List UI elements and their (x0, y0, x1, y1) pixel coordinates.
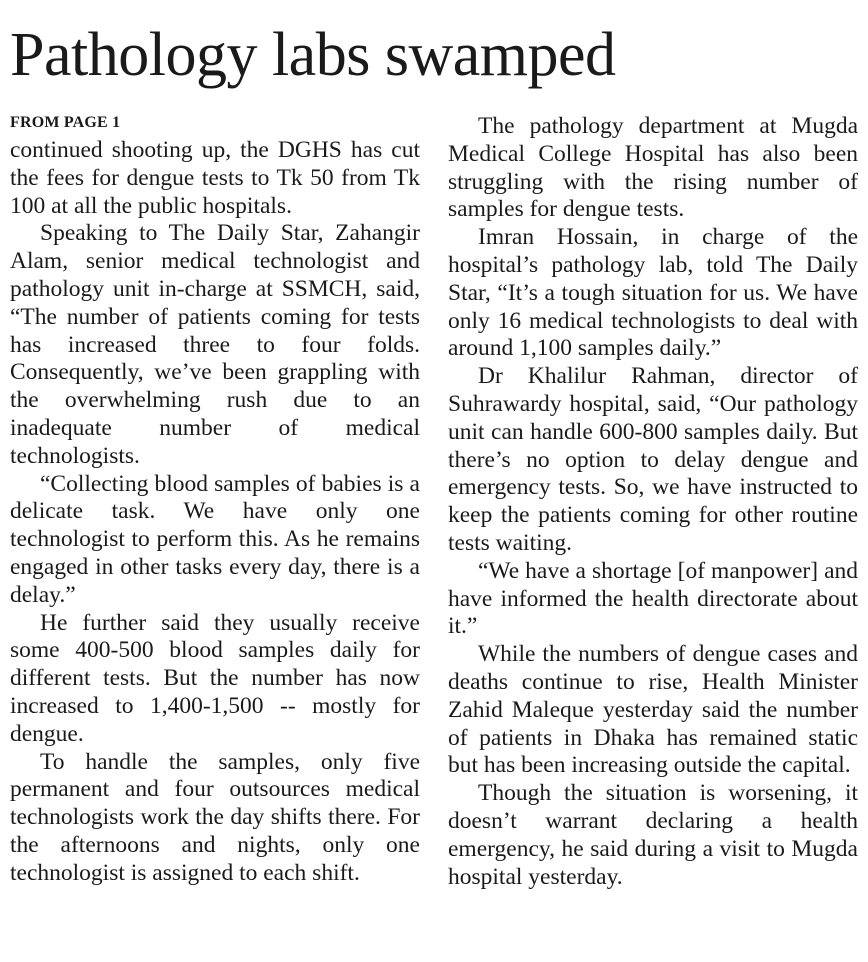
paragraph: Imran Hossain, in charge of the hospital’s pathology lab, told The Daily Star, “It’s a tough situation for us. We have only 16 medical technologists to deal with around 1,100 samples daily.” (448, 224, 858, 362)
headline: Pathology labs swamped (10, 21, 616, 89)
left-column (10, 113, 420, 888)
paragraph: The pathology department at Mugda Medical College Hospital has also been struggling with the rising number of samples for dengue tests. (448, 113, 858, 223)
kicker-from-page: FROM PAGE 1 (10, 114, 121, 131)
paragraph: Speaking to The Daily Star, Zahangir Alam, senior medical technologist and pathology unit in-charge at SSMCH, said, “The number of patients coming for tests has increased three to four folds. Consequently, we’ve been grappling with the overwhelming rush due to an inadequate number of medical technologists. (10, 220, 420, 469)
paragraph: While the numbers of dengue cases and deaths continue to rise, Health Minister Zahid Maleque yesterday said the number of patients in Dhaka has remained static but has been increasing outside the capital. (448, 641, 858, 779)
paragraph: Though the situation is worsening, it doesn’t warrant declaring a health emergency, he said during a visit to Mugda hospital yesterday. (448, 780, 858, 890)
paragraph: “Collecting blood samples of babies is a delicate task. We have only one technologist to perform this. As he remains engaged in other tasks every day, there is a delay.” (10, 470, 420, 608)
paragraph: “We have a shortage [of manpower] and have informed the health directorate about it.” (448, 557, 858, 640)
paragraph: Dr Khalilur Rahman, director of Suhrawardy hospital, said, “Our pathology unit can handle 600-800 samples daily. But there’s no option to delay dengue and emergency tests. So, we have instructed to keep the patients coming for other routine tests waiting. (448, 363, 858, 556)
paragraph: To handle the samples, only five permanent and four outsources medical technologists work the day shifts there. For the afternoons and nights, only one technologist is assigned to each shift. (10, 748, 420, 886)
paragraph: continued shooting up, the DGHS has cut the fees for dengue tests to Tk 50 from Tk 100 at all the public hospitals. (10, 137, 420, 219)
right-column (448, 113, 858, 891)
paragraph: He further said they usually receive some 400-500 blood samples daily for different tests. But the number has now increased to 1,400-1,500 -- mostly for dengue. (10, 609, 420, 747)
